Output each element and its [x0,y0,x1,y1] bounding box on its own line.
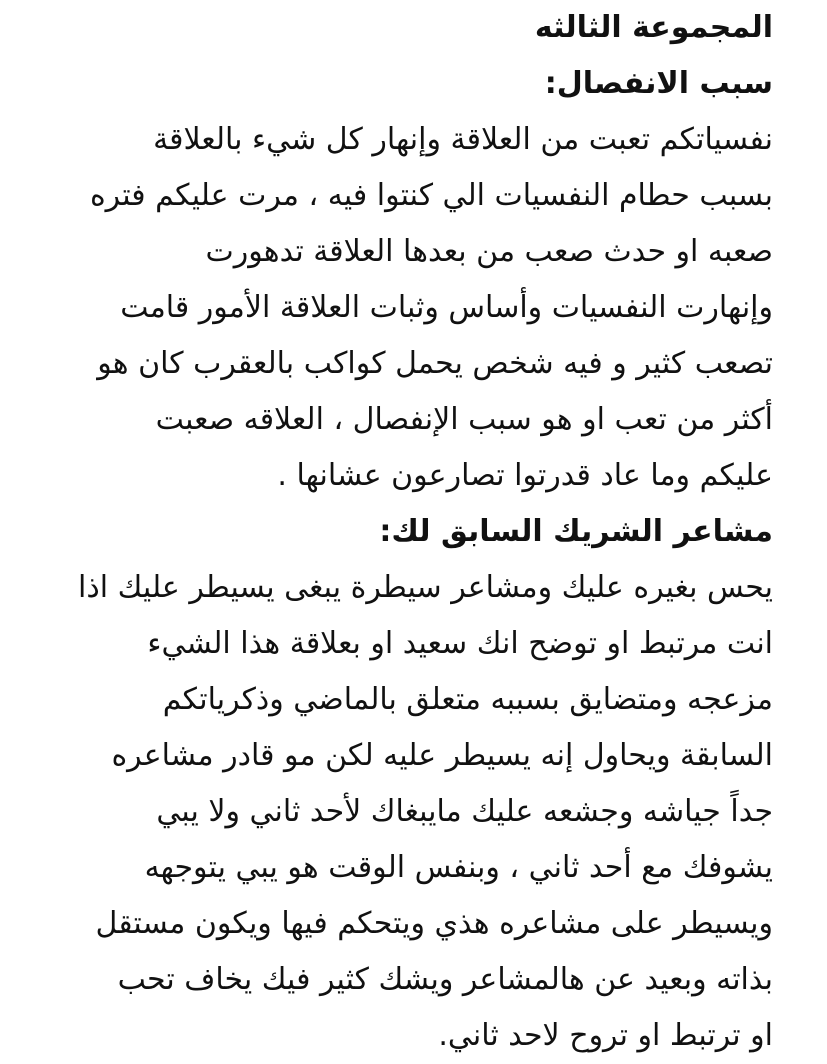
paragraph-line: صعبه او حدث صعب من بعدها العلاقة تدهورت [205,234,773,269]
paragraph-line: نفسياتكم تعبت من العلاقة وإنهار كل شيء بالعلاقة [153,122,773,157]
paragraph-line: يشوفك مع أحد ثاني ، وبنفس الوقت هو يبي يتوجهه [144,850,773,885]
group-title: المجموعة الثالثه [534,10,773,45]
paragraph-line: بذاته وبعيد عن هالمشاعر ويشك كثير فيك يخاف تحب [117,962,773,997]
paragraph-line: السابقة ويحاول إنه يسيطر عليه لكن مو قادر مشاعره [111,738,773,773]
paragraph-line: انت مرتبط او توضح انك سعيد او بعلاقة هذا الشيء [147,626,773,661]
paragraph-line: يحس بغيره عليك ومشاعر سيطرة يبغى يسيطر عليك اذا [78,570,773,605]
section-heading-separation-reason: سبب الانفصال: [544,66,773,101]
paragraph-line: جداً جياشه وجشعه عليك مايبغاك لأحد ثاني ولا يبي [156,794,773,829]
paragraph-line: عليكم وما عاد قدرتوا تصارعون عشانها . [277,458,773,493]
paragraph-line: او ترتبط او تروح لاحد ثاني. [438,1018,773,1053]
paragraph-line: مزعجه ومتضايق بسببه متعلق بالماضي وذكرياتكم [162,682,773,717]
paragraph-line: تصعب كثير و فيه شخص يحمل كواكب بالعقرب كان هو [97,346,773,381]
paragraph-line: أكثر من تعب او هو سبب الإنفصال ، العلاقه صعبت [155,402,773,437]
paragraph-line: ويسيطر على مشاعره هذي ويتحكم فيها ويكون مستقل [95,906,773,941]
paragraph-line: وإنهارت النفسيات وأساس وثبات العلاقة الأمور قامت [120,290,773,325]
paragraph-line: بسبب حطام النفسيات الي كنتوا فيه ، مرت عليكم فتره [89,178,773,213]
section-heading-ex-partner-feelings: مشاعر الشريك السابق لك: [379,514,773,549]
